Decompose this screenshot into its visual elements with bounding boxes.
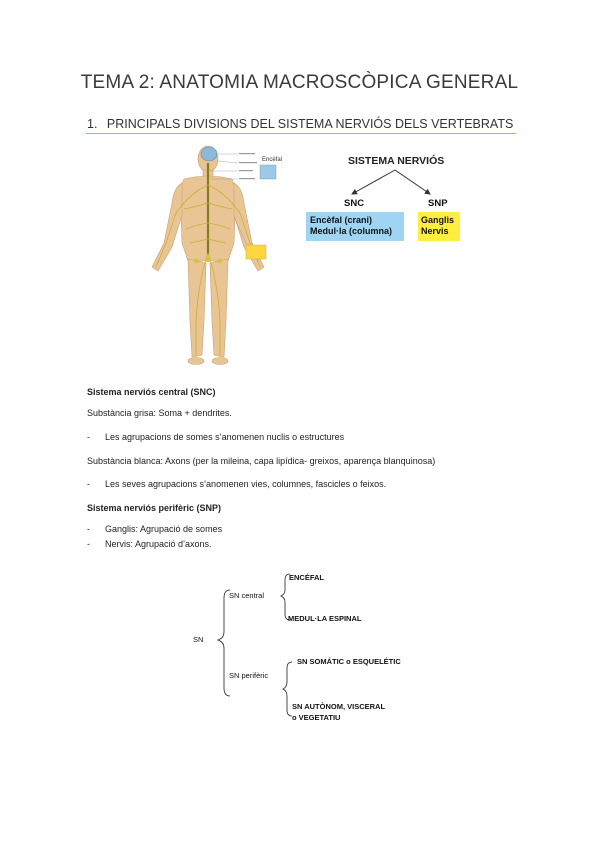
list-item bbox=[87, 524, 507, 536]
bullet-dash: - bbox=[87, 479, 90, 489]
tree-root: SN bbox=[193, 635, 204, 644]
bullet-dash: - bbox=[87, 432, 90, 442]
tree-encefal: ENCÉFAL bbox=[289, 573, 325, 582]
encefal-label: Encèfal bbox=[262, 157, 283, 163]
snc-heading: Sistema nerviós central (SNC) bbox=[87, 387, 216, 397]
grey-matter-text: Substància grisa: Soma + dendrites. bbox=[87, 408, 232, 418]
ganglis-bullet-text: Ganglis: Agrupació de somes bbox=[105, 524, 223, 534]
snp-line-2: Nervis bbox=[421, 226, 449, 236]
white-bullet-text: Les seves agrupacions s’anomenen vies, columnes, fascicles o feixos. bbox=[105, 479, 387, 489]
bullet-dash: - bbox=[87, 524, 90, 534]
section-divider bbox=[86, 133, 516, 134]
list-item bbox=[87, 432, 507, 444]
nervous-system-figure bbox=[138, 143, 288, 375]
bullet-dash: - bbox=[87, 539, 90, 549]
list-item bbox=[87, 479, 507, 491]
snp-line-1: Ganglis bbox=[421, 215, 455, 225]
tree-vegetatiu: o VEGETATIU bbox=[292, 713, 341, 722]
snc-line-2: Medul·la (columna) bbox=[310, 226, 393, 236]
page-title: TEMA 2: ANATOMIA MACROSCÒPICA GENERAL bbox=[80, 72, 519, 93]
tree-somatic: SN SOMÁTIC o ESQUELÉTIC bbox=[297, 657, 401, 666]
section-heading bbox=[87, 117, 513, 131]
tree-medula: MEDUL·LA ESPINAL bbox=[288, 614, 362, 623]
section-heading-text: PRINCIPALS DIVISIONS DEL SISTEMA NERVIÓS DELS VERTEBRATS bbox=[106, 117, 514, 131]
snc-box bbox=[306, 212, 404, 241]
list-item bbox=[87, 539, 507, 551]
white-matter-text: Substància blanca: Axons (per la mileina, capa lipídica- greixos, aparença blanquinosa) bbox=[87, 456, 436, 466]
snp-heading: Sistema nerviós perifèric (SNP) bbox=[87, 503, 222, 513]
diagram-arrows bbox=[330, 168, 460, 198]
snp-label: SNP bbox=[428, 198, 448, 209]
snc-line-1: Encèfal (crani) bbox=[310, 215, 373, 225]
tree-autonom: SN AUTÒNOM, VISCERAL bbox=[292, 702, 386, 711]
nervis-bullet-text: Nervis: Agrupació d’axons. bbox=[105, 539, 212, 549]
snc-label: SNC bbox=[344, 198, 365, 209]
section-number: 1. bbox=[87, 117, 98, 131]
tree-periferic: SN perifèric bbox=[229, 671, 269, 680]
snp-box bbox=[418, 212, 460, 241]
grey-bullet-text: Les agrupacions de somes s’anomenen nuclis o estructures bbox=[105, 432, 345, 442]
tree-central: SN central bbox=[229, 591, 265, 600]
diagram-title: SISTEMA NERVIÓS bbox=[348, 155, 445, 167]
